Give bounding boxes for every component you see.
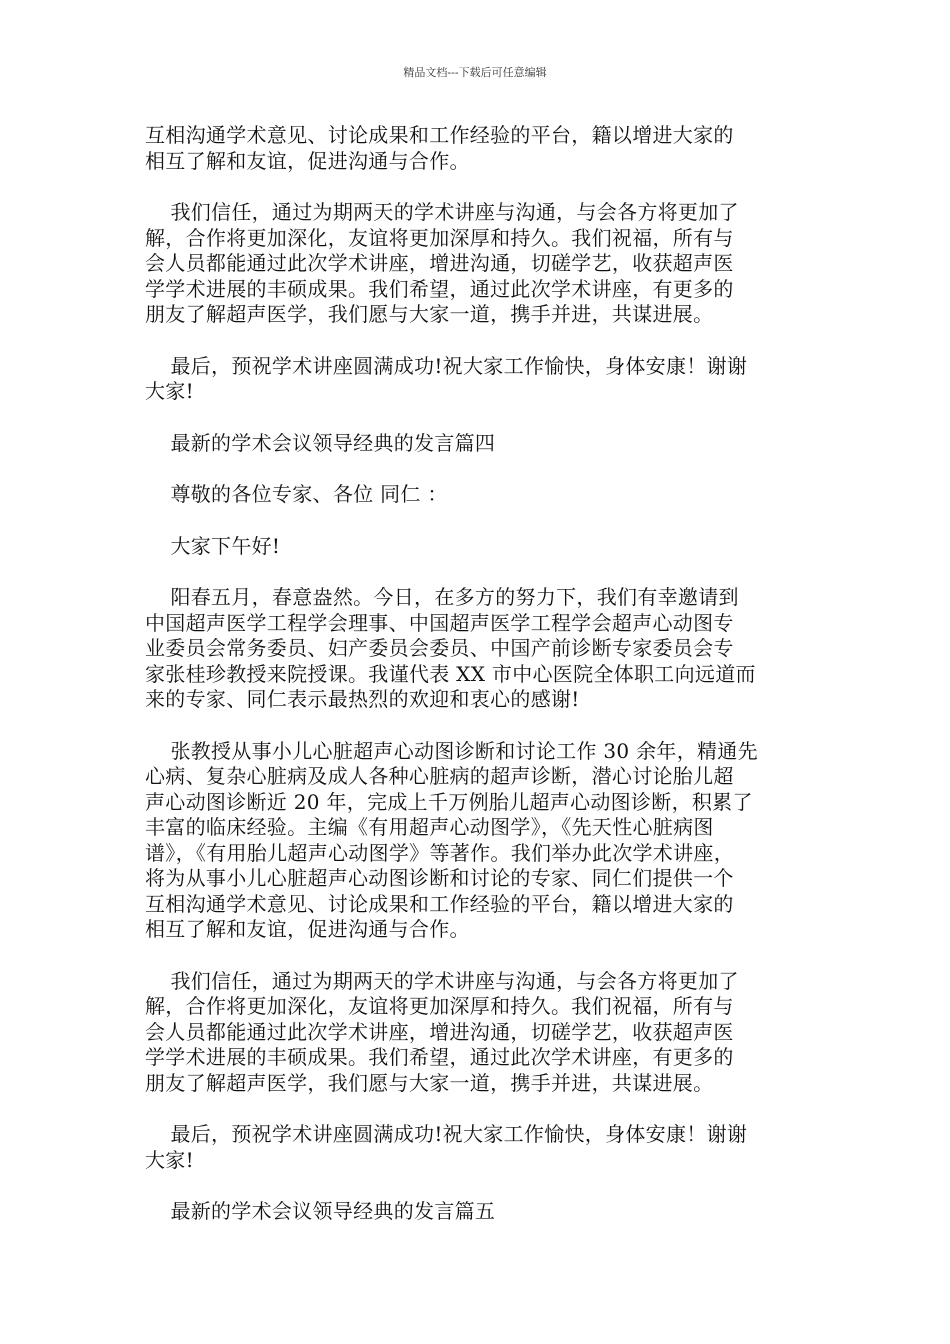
paragraph-line: 尊敬的各位专家、各位 同仁 ： (170, 482, 448, 506)
paragraph (145, 1199, 809, 1225)
document-body (145, 123, 809, 1251)
paragraph-line: 丰富的临床经验。主编《有用超声心动图学》，《先天性心脏病图 (145, 815, 714, 839)
paragraph-line: 朋友了解超声医学，我们愿与大家一道，携手并进，共谋进展。 (145, 1070, 714, 1095)
paragraph-line: 将为从事小儿心脏超声心动图诊断和讨论的专家、同仁们提供一个 (145, 866, 734, 890)
paragraph (145, 739, 809, 943)
paragraph (145, 431, 809, 457)
paragraph-line: 会人员都能通过此次学术讲座，增进沟通，切磋学艺，收获超声医 (145, 251, 734, 275)
paragraph-line: 来的专家、同仁表示最热烈的欢迎和衷心的感谢! (145, 687, 580, 711)
paragraph-line: 学学术进展的丰硕成果。我们希望，通过此次学术讲座，有更多的 (145, 276, 734, 301)
paragraph (145, 482, 809, 508)
paragraph-line: 中国超声医学工程学会理事、中国超声医学工程学会超声心动图专 (145, 610, 734, 635)
paragraph-line: 朋友了解超声医学，我们愿与大家一道，携手并进，共谋进展。 (145, 302, 714, 326)
paragraph-line: 心病、复杂心脏病及成人各种心脏病的超声诊断，潜心讨论胎儿超 (145, 764, 734, 788)
paragraph-line: 最后，预祝学术讲座圆满成功!祝大家工作愉快，身体安康！谢谢 (170, 353, 748, 378)
paragraph-line: 业委员会常务委员、妇产委员会委员、中国产前诊断专家委员会专 (145, 636, 734, 660)
paragraph-line: 解，合作将更加深化，友谊将更加深厚和持久。我们祝福，所有与 (145, 994, 734, 1018)
paragraph-line: 阳春五月，春意盎然。今日，在多方的努力下，我们有幸邀请到 (170, 585, 739, 609)
paragraph-line: 谱》，《有用胎儿超声心动图学》等著作。我们举办此次学术讲座， (145, 840, 734, 865)
paragraph (145, 585, 809, 713)
paragraph (145, 123, 809, 174)
paragraph-line: 我们信任，通过为期两天的学术讲座与沟通，与会各方将更加了 (170, 200, 739, 224)
paragraph-line: 解，合作将更加深化，友谊将更加深厚和持久。我们祝福，所有与 (145, 225, 734, 250)
paragraph-line: 张教授从事小儿心脏超声心动图诊断和讨论工作 30 余年，精通先 (170, 738, 758, 763)
paragraph-line: 互相沟通学术意见、讨论成果和工作经验的平台，籍以增进大家的 (145, 891, 734, 916)
paragraph-line: 声心动图诊断近 20 年，完成上千万例胎儿超声心动图诊断，积累了 (145, 789, 753, 814)
paragraph (145, 200, 809, 328)
paragraph-line: 大家! (145, 1147, 194, 1172)
paragraph (145, 354, 809, 405)
paragraph-line: 互相沟通学术意见、讨论成果和工作经验的平台，籍以增进大家的 (145, 123, 734, 147)
paragraph (145, 969, 809, 1097)
paragraph-line: 大家! (145, 379, 194, 403)
paragraph-line: 最后，预祝学术讲座圆满成功!祝大家工作愉快，身体安康！谢谢 (170, 1122, 748, 1146)
paragraph-line: 大家下午好! (170, 533, 281, 558)
paragraph-line: 最新的学术会议领导经典的发言篇五 (170, 1199, 496, 1223)
paragraph (145, 1122, 809, 1173)
paragraph-line: 家张桂珍教授来院授课。我谨代表 XX 市中心医院全体职工向远道而 (145, 661, 756, 686)
paragraph-line: 相互了解和友谊，促进沟通与合作。 (145, 917, 470, 941)
paragraph (145, 534, 809, 560)
paragraph-line: 会人员都能通过此次学术讲座，增进沟通，切磋学艺，收获超声医 (145, 1019, 734, 1044)
page-header: 精品文档---下载后可任意编辑 (403, 66, 547, 79)
paragraph-line: 最新的学术会议领导经典的发言篇四 (170, 430, 496, 455)
paragraph-line: 相互了解和友谊，促进沟通与合作。 (145, 148, 470, 173)
paragraph-line: 我们信任，通过为期两天的学术讲座与沟通，与会各方将更加了 (170, 968, 739, 993)
paragraph-line: 学学术进展的丰硕成果。我们希望，通过此次学术讲座，有更多的 (145, 1045, 734, 1069)
